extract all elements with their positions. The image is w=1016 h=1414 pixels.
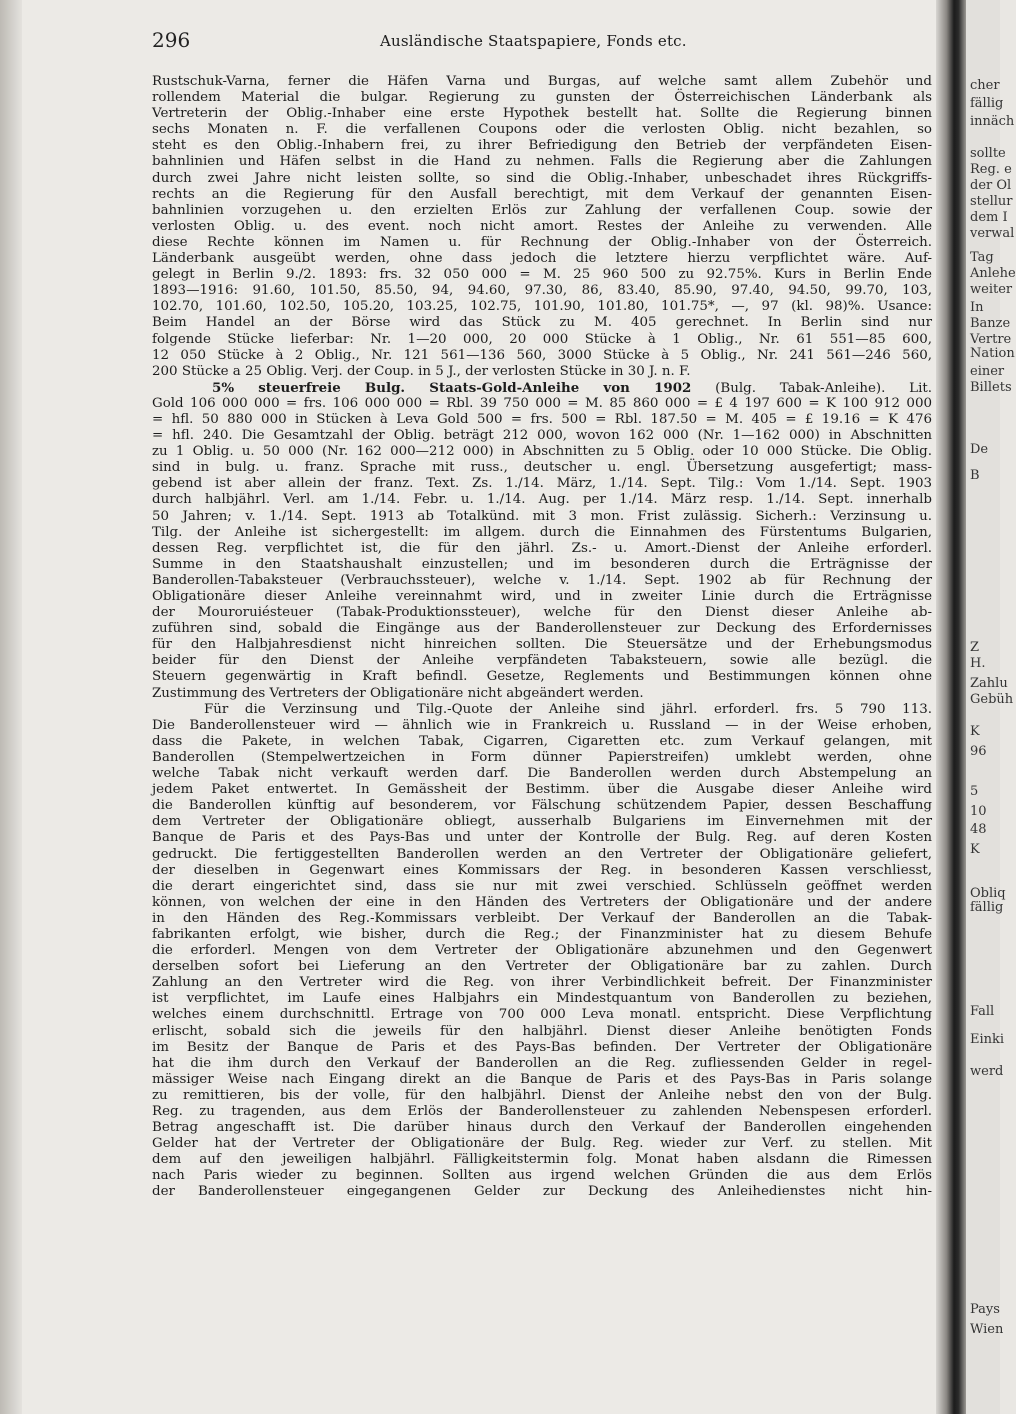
book-gutter bbox=[936, 0, 966, 1414]
text-line: 102.70, 101.60, 102.50, 105.20, 103.25, 102.75, 101.90, 101.80, 101.75*, —, 97 (kl. 98)%. Usance: bbox=[152, 299, 932, 315]
text-line: Betrag angeschafft ist. Die darüber hinaus durch den Verkauf der Banderollen eingehenden bbox=[152, 1120, 932, 1136]
text-line: Obligationäre dieser Anleihe vereinnahmt wird, und in zweiter Linie durch die Erträgnisse bbox=[152, 589, 932, 604]
text-line: sind in bulg. u. franz. Sprache mit russ., deutscher u. engl. Übersetzung ausgefertigt; mass- bbox=[152, 460, 932, 476]
facing-page-fragment: Billets bbox=[970, 380, 1012, 395]
text-line: 200 Stücke a 25 Oblig. Verj. der Coup. in 5 J., der verlosten Stücke in 30 J. n. F. bbox=[152, 363, 691, 379]
text-line: nach Paris wieder zu beginnen. Sollten aus irgend welchen Gründen die aus dem Erlös bbox=[152, 1168, 932, 1184]
facing-page-fragment: In bbox=[970, 300, 984, 315]
facing-page-fragment: Gebüh bbox=[970, 692, 1014, 707]
text-line: welches einem durchschnittl. Ertrage von 700 000 Leva monatl. entspricht. Diese Verpflichtung bbox=[152, 1007, 932, 1023]
text-line: 50 Jahren; v. 1./14. Sept. 1913 ab Totalkünd. mit 3 mon. Frist zulässig. Sicherh.: Verzinsung u. bbox=[152, 508, 932, 524]
text-line: sechs Monaten n. F. die verfallenen Coupons oder die verlosten Oblig. nicht bezahlen, so bbox=[152, 122, 932, 138]
text-line: die Banderollen künftig auf besonderem, vor Fälschung schützendem Papier, dessen Beschaffung bbox=[152, 798, 932, 814]
facing-page-fragment: B bbox=[970, 468, 980, 483]
facing-page-fragment: Reg. e bbox=[970, 162, 1012, 177]
text-line: Reg. zu tragenden, aus dem Erlös der Banderollensteuer zu zahlenden Nebenspesen erforderl. bbox=[152, 1104, 932, 1119]
text-line: in den Händen des Reg.-Kommissars verbleibt. Der Verkauf der Banderollen an die Tabak- bbox=[152, 910, 932, 926]
facing-page-fragment: Nation bbox=[970, 346, 1015, 361]
facing-page-fragment: weiter bbox=[970, 282, 1013, 297]
text-line: welche Tabak nicht verkauft werden darf. Die Banderollen werden durch Abstempelung an bbox=[152, 766, 932, 782]
facing-page-fragment: 10 bbox=[970, 804, 987, 819]
facing-page-fragment: der Ol bbox=[970, 178, 1012, 193]
text-line: Beim Handel an der Börse wird das Stück zu M. 405 gerechnet. In Berlin sind nur bbox=[152, 315, 932, 331]
text-line: gebend ist aber allein der franz. Text. Zs. 1./14. März, 1./14. Sept. Tilg.: Vom 1./14. Sept. 1903 bbox=[152, 476, 932, 492]
facing-page-fragment: H. bbox=[970, 656, 986, 671]
text-line: durch halbjährl. Verl. am 1./14. Febr. u. 1./14. Aug. per 1./14. März resp. 1./14. Sept. innerhalb bbox=[152, 492, 932, 508]
text-line: 5% steuerfreie Bulg. Staats-Gold-Anleihe von 1902 (Bulg. Tabak-Anleihe). Lit. bbox=[212, 379, 932, 396]
text-line: Steuern gegenwärtig in Kraft befindl. Gesetze, Reglements und Bestimmungen können ohne bbox=[152, 669, 932, 685]
text-line: im Besitz der Banque de Paris et des Pays-Bas befinden. Der Vertreter der Obligationäre bbox=[152, 1039, 932, 1055]
text-line: können, von welchen der eine in den Händen des Vertreters der Obligationäre und der andere bbox=[152, 894, 932, 910]
facing-page-fragment: De bbox=[970, 442, 989, 457]
facing-page-fragment: Wien bbox=[970, 1322, 1004, 1337]
text-line: durch zwei Jahre nicht leisten sollte, so sind die Oblig.-Inhaber, unbeschadet ihres Rückgriffs- bbox=[152, 170, 932, 186]
text-line: beider für den Dienst der Anleihe verpfändeten Tabaksteuern, sowie alle bezügl. die bbox=[152, 653, 932, 669]
facing-page-fragment: cher bbox=[970, 78, 1000, 93]
text-line: verlosten Oblig. u. des event. noch nicht amort. Restes der Anleihe zu verwenden. Alle bbox=[152, 218, 932, 234]
text-line: zu remittieren, bis der volle, für den halbjährl. Dienst der Anleihe nebst den von der Bulg. bbox=[152, 1087, 932, 1103]
text-line: zu 1 Oblig. u. 50 000 (Nr. 162 000—212 000) in Abschnitten zu 5 Oblig. oder 10 000 Stücke. Die Oblig. bbox=[152, 444, 932, 460]
body-text bbox=[152, 74, 932, 1201]
text-line: rechts an die Regierung für den Ausfall berechtigt, mit dem Verkauf der genannten Eisen- bbox=[152, 186, 932, 202]
text-line: Summe in den Staatshaushalt einzustellen; und im besonderen durch die Erträgnisse der bbox=[152, 556, 932, 572]
text-line: bahnlinien und Häfen selbst in die Hand zu nehmen. Falls die Regierung aber die Zahlungen bbox=[152, 154, 932, 170]
text-line: = hfl. 50 880 000 in Stücken à Leva Gold 500 = frs. 500 = Rbl. 187.50 = M. 405 = £ 19.16 = K 476 bbox=[152, 411, 932, 427]
facing-page-fragment: K bbox=[970, 724, 980, 739]
text-line: zuführen sind, sobald die Eingänge aus der Banderollensteuer zur Deckung des Erfordernisses bbox=[152, 621, 932, 637]
facing-page-fragment: fällig bbox=[970, 900, 1004, 915]
text-line: die erforderl. Mengen von dem Vertreter der Obligationäre abzunehmen und den Gegenwert bbox=[152, 943, 932, 959]
page-number: 296 bbox=[152, 28, 191, 52]
text-line: diese Rechte können im Namen u. für Rechnung der Oblig.-Inhaber von der Österreich. bbox=[152, 234, 932, 250]
facing-page-fragment: Z bbox=[970, 640, 980, 655]
facing-page-fragment: sollte bbox=[970, 146, 1006, 161]
text-line: Gold 106 000 000 = frs. 106 000 000 = Rbl. 39 750 000 = M. 85 860 000 = £ 4 197 600 = K 100 912 000 bbox=[152, 395, 932, 411]
facing-page-fragment: 96 bbox=[970, 744, 987, 759]
text-line: Rustschuk-Varna, ferner die Häfen Varna und Burgas, auf welche samt allem Zubehör und bbox=[152, 74, 932, 89]
text-line: erlischt, sobald sich die jeweils für den halbjährl. Dienst dieser Anleihe benötigten Fonds bbox=[152, 1023, 932, 1039]
facing-page-fragment: Fall bbox=[970, 1004, 995, 1019]
text-line: Zustimmung des Vertreters der Obligationäre nicht abgeändert werden. bbox=[152, 685, 644, 701]
text-line: für den Halbjahresdienst nicht hinreichen sollten. Die Steuersätze und der Erhebungsmodus bbox=[152, 637, 932, 653]
facing-page-fragment: 48 bbox=[970, 822, 987, 837]
text-line: Gelder hat der Vertreter der Obligationäre der Bulg. Reg. wieder zur Verf. zu stellen. Mit bbox=[152, 1136, 932, 1152]
facing-page-fragment: innäch bbox=[970, 114, 1015, 129]
facing-page-fragment: Obliq bbox=[970, 886, 1006, 901]
text-line: Banderollen-Tabaksteuer (Verbrauchssteuer), welche v. 1./14. Sept. 1902 ab für Rechnung der bbox=[152, 572, 932, 588]
text-line: 12 050 Stücke à 2 Oblig., Nr. 121 561—136 560, 3000 Stücke à 5 Oblig., Nr. 241 561—246 560, bbox=[152, 347, 932, 363]
text-line: dem Vertreter der Obligationäre obliegt, ausserhalb Bulgariens im Einvernehmen mit der bbox=[152, 814, 932, 830]
text-line: Tilg. der Anleihe ist sichergestellt: im allgem. durch die Einnahmen des Fürstentums Bulgarien, bbox=[152, 524, 932, 540]
facing-page-fragment: Tag bbox=[970, 250, 994, 265]
text-line: jedem Paket entwertet. In Gemässheit der Bestimm. über die Ausgabe dieser Anleihe wird bbox=[152, 782, 932, 798]
text-line: Banderollen (Stempelwertzeichen in Form dünner Papierstreifen) umklebt werden, ohne bbox=[152, 749, 932, 765]
text-line: dass die Pakete, in welchen Tabak, Cigarren, Cigaretten etc. zum Verkauf gelangen, mit bbox=[152, 733, 932, 749]
text-line: gedruckt. Die fertiggestellten Banderollen werden an den Vertreter der Obligationäre geliefert, bbox=[152, 846, 932, 862]
text-line: bahnlinien vorzugehen u. den erzielten Erlös zur Zahlung der verfallenen Coup. sowie der bbox=[152, 202, 932, 218]
text-line: Die Banderollensteuer wird — ähnlich wie in Frankreich u. Russland — in der Weise erhoben, bbox=[152, 717, 932, 733]
text-line: die derart eingerichtet sind, dass sie nur mit zwei verschied. Schlüsseln geöffnet werden bbox=[152, 878, 932, 894]
facing-page-fragment: Vertre bbox=[970, 332, 1012, 347]
text-line: = hfl. 240. Die Gesamtzahl der Oblig. beträgt 212 000, wovon 162 000 (Nr. 1—162 000) in Abschnitten bbox=[152, 428, 932, 444]
facing-page-fragment: werd bbox=[970, 1064, 1004, 1079]
facing-page-fragment: dem I bbox=[970, 210, 1008, 225]
facing-page-fragment: Pays bbox=[970, 1302, 1000, 1317]
facing-page-fragment: K bbox=[970, 842, 980, 857]
facing-page-fragment: 5 bbox=[970, 784, 979, 799]
text-line: der dieselben in Gegenwart eines Kommissars der Reg. in besonderen Kassen verschliesst, bbox=[152, 862, 932, 878]
text-line: dessen Reg. verpflichtet ist, die für den jährl. Zs.- u. Amort.-Dienst der Anleihe erforderl. bbox=[152, 540, 932, 556]
text-line: mässiger Weise nach Eingang direkt an die Banque de Paris et des Pays-Bas in Paris solange bbox=[152, 1071, 932, 1087]
text-line: der Banderollensteuer eingegangenen Gelder zur Deckung des Anleihedienstes nicht hin- bbox=[152, 1184, 932, 1200]
text-line: der Mouroruiésteuer (Tabak-Produktionssteuer), welche für den Dienst dieser Anleihe ab- bbox=[152, 605, 932, 621]
facing-page-fragment: Anlehe bbox=[970, 266, 1016, 281]
text-line: hat die ihm durch den Verkauf der Banderollen an die Reg. zufliessenden Gelder in regel- bbox=[152, 1055, 932, 1071]
text-line: derselben sofort bei Lieferung an den Vertreter der Obligationäre bar zu zahlen. Durch bbox=[152, 959, 932, 975]
text-line: steht es den Oblig.-Inhabern frei, zu ihrer Befriedigung den Betrieb der verpfändeten Eisen- bbox=[152, 138, 932, 154]
facing-page-fragment: Banze bbox=[970, 316, 1011, 331]
text-line: gelegt in Berlin 9./2. 1893: frs. 32 050 000 = M. 25 960 500 zu 92.75%. Kurs in Berlin Ende bbox=[152, 267, 932, 283]
facing-page-edge bbox=[966, 0, 1016, 1414]
page-left-shadow bbox=[0, 0, 22, 1414]
facing-page-fragment: fällig bbox=[970, 96, 1004, 111]
text-line: rollendem Material die bulgar. Regierung zu gunsten der Österreichischen Länderbank als bbox=[152, 90, 932, 106]
text-line: fabrikanten erfolgt, wie bisher, durch die Reg.; der Finanzminister hat zu diesem Behufe bbox=[152, 926, 932, 942]
facing-page-fragment: Einki bbox=[970, 1032, 1005, 1047]
facing-page-fragment: stellur bbox=[970, 194, 1013, 209]
facing-page-fragment: einer bbox=[970, 364, 1005, 379]
text-line: dem auf den jeweiligen halbjährl. Fälligkeitstermin folg. Monat haben alsdann die Rimessen bbox=[152, 1152, 932, 1168]
bond-heading: 5% steuerfreie Bulg. Staats-Gold-Anleihe von 1902 bbox=[212, 379, 692, 396]
text-line: ist verpflichtet, im Laufe eines Halbjahrs ein Mindestquantum von Banderollen zu beziehen, bbox=[152, 991, 932, 1007]
text-line: Banque de Paris et des Pays-Bas und unter der Kontrolle der Bulg. Reg. auf deren Kosten bbox=[152, 830, 932, 846]
facing-page-fragment: verwal bbox=[970, 226, 1015, 241]
text-line: 1893—1916: 91.60, 101.50, 85.50, 94, 94.60, 97.30, 86, 83.40, 85.90, 97.40, 94.50, 99.70, 103, bbox=[152, 283, 932, 299]
text-line: Vertreterin der Oblig.-Inhaber eine erste Hypothek bestellt hat. Sollte die Regierung binnen bbox=[152, 106, 932, 122]
facing-page-fragment: Zahlu bbox=[970, 676, 1008, 691]
page-header bbox=[152, 28, 932, 58]
text-line: Für die Verzinsung und Tilg.-Quote der Anleihe sind jährl. erforderl. frs. 5 790 113. bbox=[204, 701, 932, 717]
text-line: Zahlung an den Vertreter wird die Reg. von ihrer Verbindlichkeit befreit. Der Finanzminister bbox=[152, 975, 932, 991]
running-head: Ausländische Staatspapiere, Fonds etc. bbox=[380, 32, 687, 50]
text-line: Länderbank ausgeübt werden, ohne dass jedoch die letztere hierzu verpflichtet wäre. Auf- bbox=[152, 251, 932, 267]
text-line: folgende Stücke lieferbar: Nr. 1—20 000, 20 000 Stücke à 1 Oblig., Nr. 61 551—85 600, bbox=[152, 331, 932, 347]
